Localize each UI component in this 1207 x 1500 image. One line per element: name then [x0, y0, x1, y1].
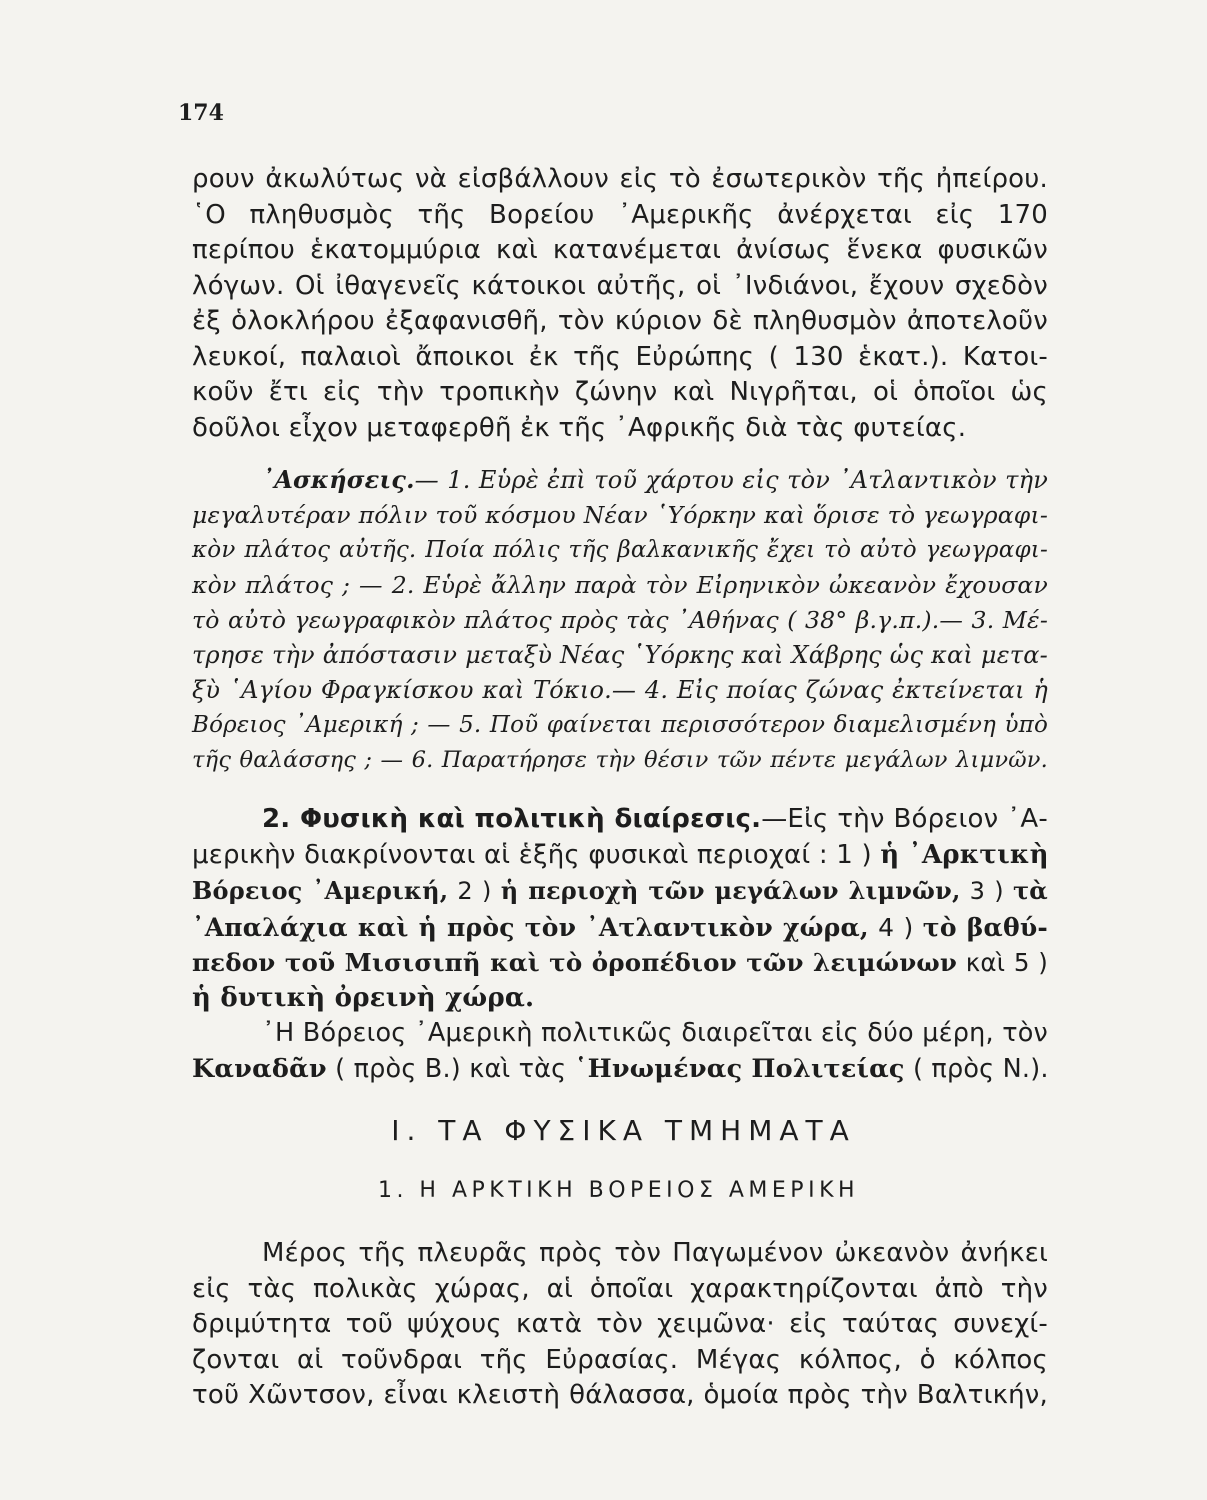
- subsection-heading: 1. Η ΑΡΚΤΙΚΗ ΒΟΡΕΙΟΣ ΑΜΕΡΙΚΗ: [377, 1178, 860, 1203]
- text-span: μερικὴν διακρίνονται αἱ ἑξῆς φυσικαὶ περιοχαί : 1 ): [192, 839, 881, 870]
- text-line: κοῦν ἔτι εἰς τὴν τροπικὴν ζώνην καὶ Νιγρῆται, οἱ ὁποῖοι ὡς: [192, 377, 1048, 407]
- exercise-line: κὸν πλάτος αὐτῆς. Ποία πόλις τῆς βαλκανικῆς ἔχει τὸ αὐτὸ γεωγραφι-: [192, 537, 1048, 563]
- paragraph-population: [192, 162, 1048, 446]
- text-line: ᾿Η Βόρειος ᾿Αμερικὴ πολιτικῶς διαιρεῖται εἰς δύο μέρη, τὸν: [262, 1018, 1048, 1048]
- section-physical-political-division: [192, 802, 1048, 1087]
- text-line: ῾Ο πληθυσμὸς τῆς Βορείου ᾿Αμερικῆς ἀνέρχεται εἰς 170: [192, 199, 1048, 230]
- exercise-line: Βόρειος ᾿Αμερική ; — 5. Ποῦ φαίνεται περισσότερον διαμελισμένη ὑπὸ: [192, 712, 1048, 738]
- chapter-heading: I. ΤΑ ΦΥΣΙΚΑ ΤΜΗΜΑΤΑ: [391, 1114, 856, 1147]
- text-line: [192, 838, 1048, 874]
- text-line: [192, 873, 1048, 910]
- exercise-text: — 1. Εὑρὲ ἐπὶ τοῦ χάρτου εἰς τὸν ᾿Ατλαντικὸν τὴν: [414, 466, 1048, 494]
- exercise-line: τρησε τὴν ἀπόστασιν μεταξὺ Νέας ῾Υόρκης καὶ Χάβρης ὡς καὶ μετα-: [192, 641, 1048, 669]
- text-line: Μέρος τῆς πλευρᾶς πρὸς τὸν Παγωμένον ὠκεανὸν ἀνήκει: [262, 1238, 1048, 1268]
- exercise-line: μεγαλυτέραν πόλιν τοῦ κόσμου Νέαν ῾Υόρκην καὶ ὅρισε τὸ γεωγραφι-: [192, 501, 1048, 529]
- country-name: ῾Ηνωμένας Πολιτείας: [574, 1053, 905, 1084]
- text-line: ρουν ἀκωλύτως νὰ εἰσβάλλουν εἰς τὸ ἐσωτερικὸν τῆς ἠπείρου.: [192, 164, 1048, 194]
- exercise-line: τῆς θαλάσσης ; — 6. Παρατήρησε τὴν θέσιν τῶν πέντε μεγάλων λιμνῶν.: [192, 747, 1048, 773]
- region-name: ἡ περιοχὴ τῶν μεγάλων λιμνῶν,: [500, 876, 961, 905]
- text-span: —Εἰς τὴν Βόρειον ᾿Α-: [761, 804, 1048, 834]
- text-line: λευκοί, παλαιοὶ ἄποικοι ἐκ τῆς Εὐρώπης ( 130 ἑκατ.). Κατοι-: [192, 341, 1048, 372]
- region-name: ἡ ᾿Αρκτικὴ: [880, 839, 1049, 870]
- region-name: Βόρειος ᾿Αμερική,: [192, 876, 449, 905]
- text-line: δοῦλοι εἶχον μεταφερθῆ ἐκ τῆς ᾿Αφρικῆς διὰ τὰς φυτείας.: [192, 412, 967, 443]
- text-span: ( πρὸς Β.) καὶ τὰς: [326, 1053, 575, 1084]
- text-span: ( πρὸς Ν.).: [904, 1053, 1049, 1084]
- section-heading: 2. Φυσικὴ καὶ πολιτικὴ διαίρεσις.: [262, 804, 762, 834]
- text-line: λόγων. Οἱ ἰθαγενεῖς κάτοικοι αὐτῆς, οἱ ᾿Ινδιάνοι, ἔχουν σχεδὸν: [192, 270, 1048, 301]
- region-name: τὸ βαθύ-: [922, 912, 1048, 942]
- page-number: 174: [178, 100, 224, 126]
- text-line: ζονται αἱ τοῦνδραι τῆς Εὐρασίας. Μέγας κόλπος, ὁ κόλπος: [192, 1344, 1048, 1375]
- text-line: περίπου ἑκατομμύρια καὶ κατανέμεται ἀνίσως ἕνεκα φυσικῶν: [192, 235, 1048, 265]
- text-line: εἰς τὰς πολικὰς χώρας, αἱ ὁποῖαι χαρακτηρίζονται ἀπὸ τὴν: [192, 1273, 1048, 1304]
- text-span: 4 ): [868, 912, 923, 942]
- text-line: [192, 1052, 1048, 1088]
- region-name: τὰ: [1012, 876, 1048, 905]
- text-line: ἐξ ὁλοκλήρου ἐξαφανισθῆ, τὸν κύριον δὲ πληθυσμὸν ἀποτελοῦν: [192, 306, 1048, 336]
- text-span: 2 ): [448, 877, 501, 905]
- exercises-block: [192, 462, 1048, 778]
- text-line: [192, 802, 1048, 838]
- country-name: Καναδᾶν: [192, 1053, 327, 1084]
- region-name: ἡ δυτικὴ ὀρεινὴ χώρα.: [192, 982, 535, 1013]
- exercise-line: κὸν πλάτος ; — 2. Εὑρὲ ἄλλην παρὰ τὸν Εἰρηνικὸν ὠκεανὸν ἔχουσαν: [192, 571, 1048, 599]
- exercise-line: τὸ αὐτὸ γεωγραφικὸν πλάτος πρὸς τὰς ᾿Αθήνας ( 38° β.γ.π.).— 3. Μέ-: [192, 606, 1048, 634]
- exercises-heading: ᾿Ασκήσεις.: [262, 465, 415, 494]
- text-line: [192, 981, 1048, 1017]
- exercise-line: [192, 462, 1048, 498]
- text-line: τοῦ Χῶντσον, εἶναι κλειστὴ θάλασσα, ὁμοία πρὸς τὴν Βαλτικήν,: [192, 1380, 1048, 1410]
- paragraph-arctic: [192, 1236, 1048, 1414]
- region-name: ᾿Απαλάχια καὶ ἡ πρὸς τὸν ᾿Ατλαντικὸν χώρα,: [192, 912, 869, 942]
- text-line: [192, 910, 1048, 946]
- text-span: καὶ 5 ): [957, 948, 1048, 977]
- exercise-line: ξὺ ῾Αγίου Φραγκίσκου καὶ Τόκιο.— 4. Εἰς ποίας ζώνας ἐκτείνεται ἡ: [192, 676, 1048, 704]
- text-span: 3 ): [960, 877, 1013, 905]
- text-line: δριμύτητα τοῦ ψύχους κατὰ τὸν χειμῶνα· εἰς ταύτας συνεχί-: [192, 1309, 1048, 1339]
- text-line: [192, 945, 1048, 981]
- region-name: πεδον τοῦ Μισισιπῆ καὶ τὸ ὀροπέδιον τῶν λειμώνων: [192, 948, 958, 977]
